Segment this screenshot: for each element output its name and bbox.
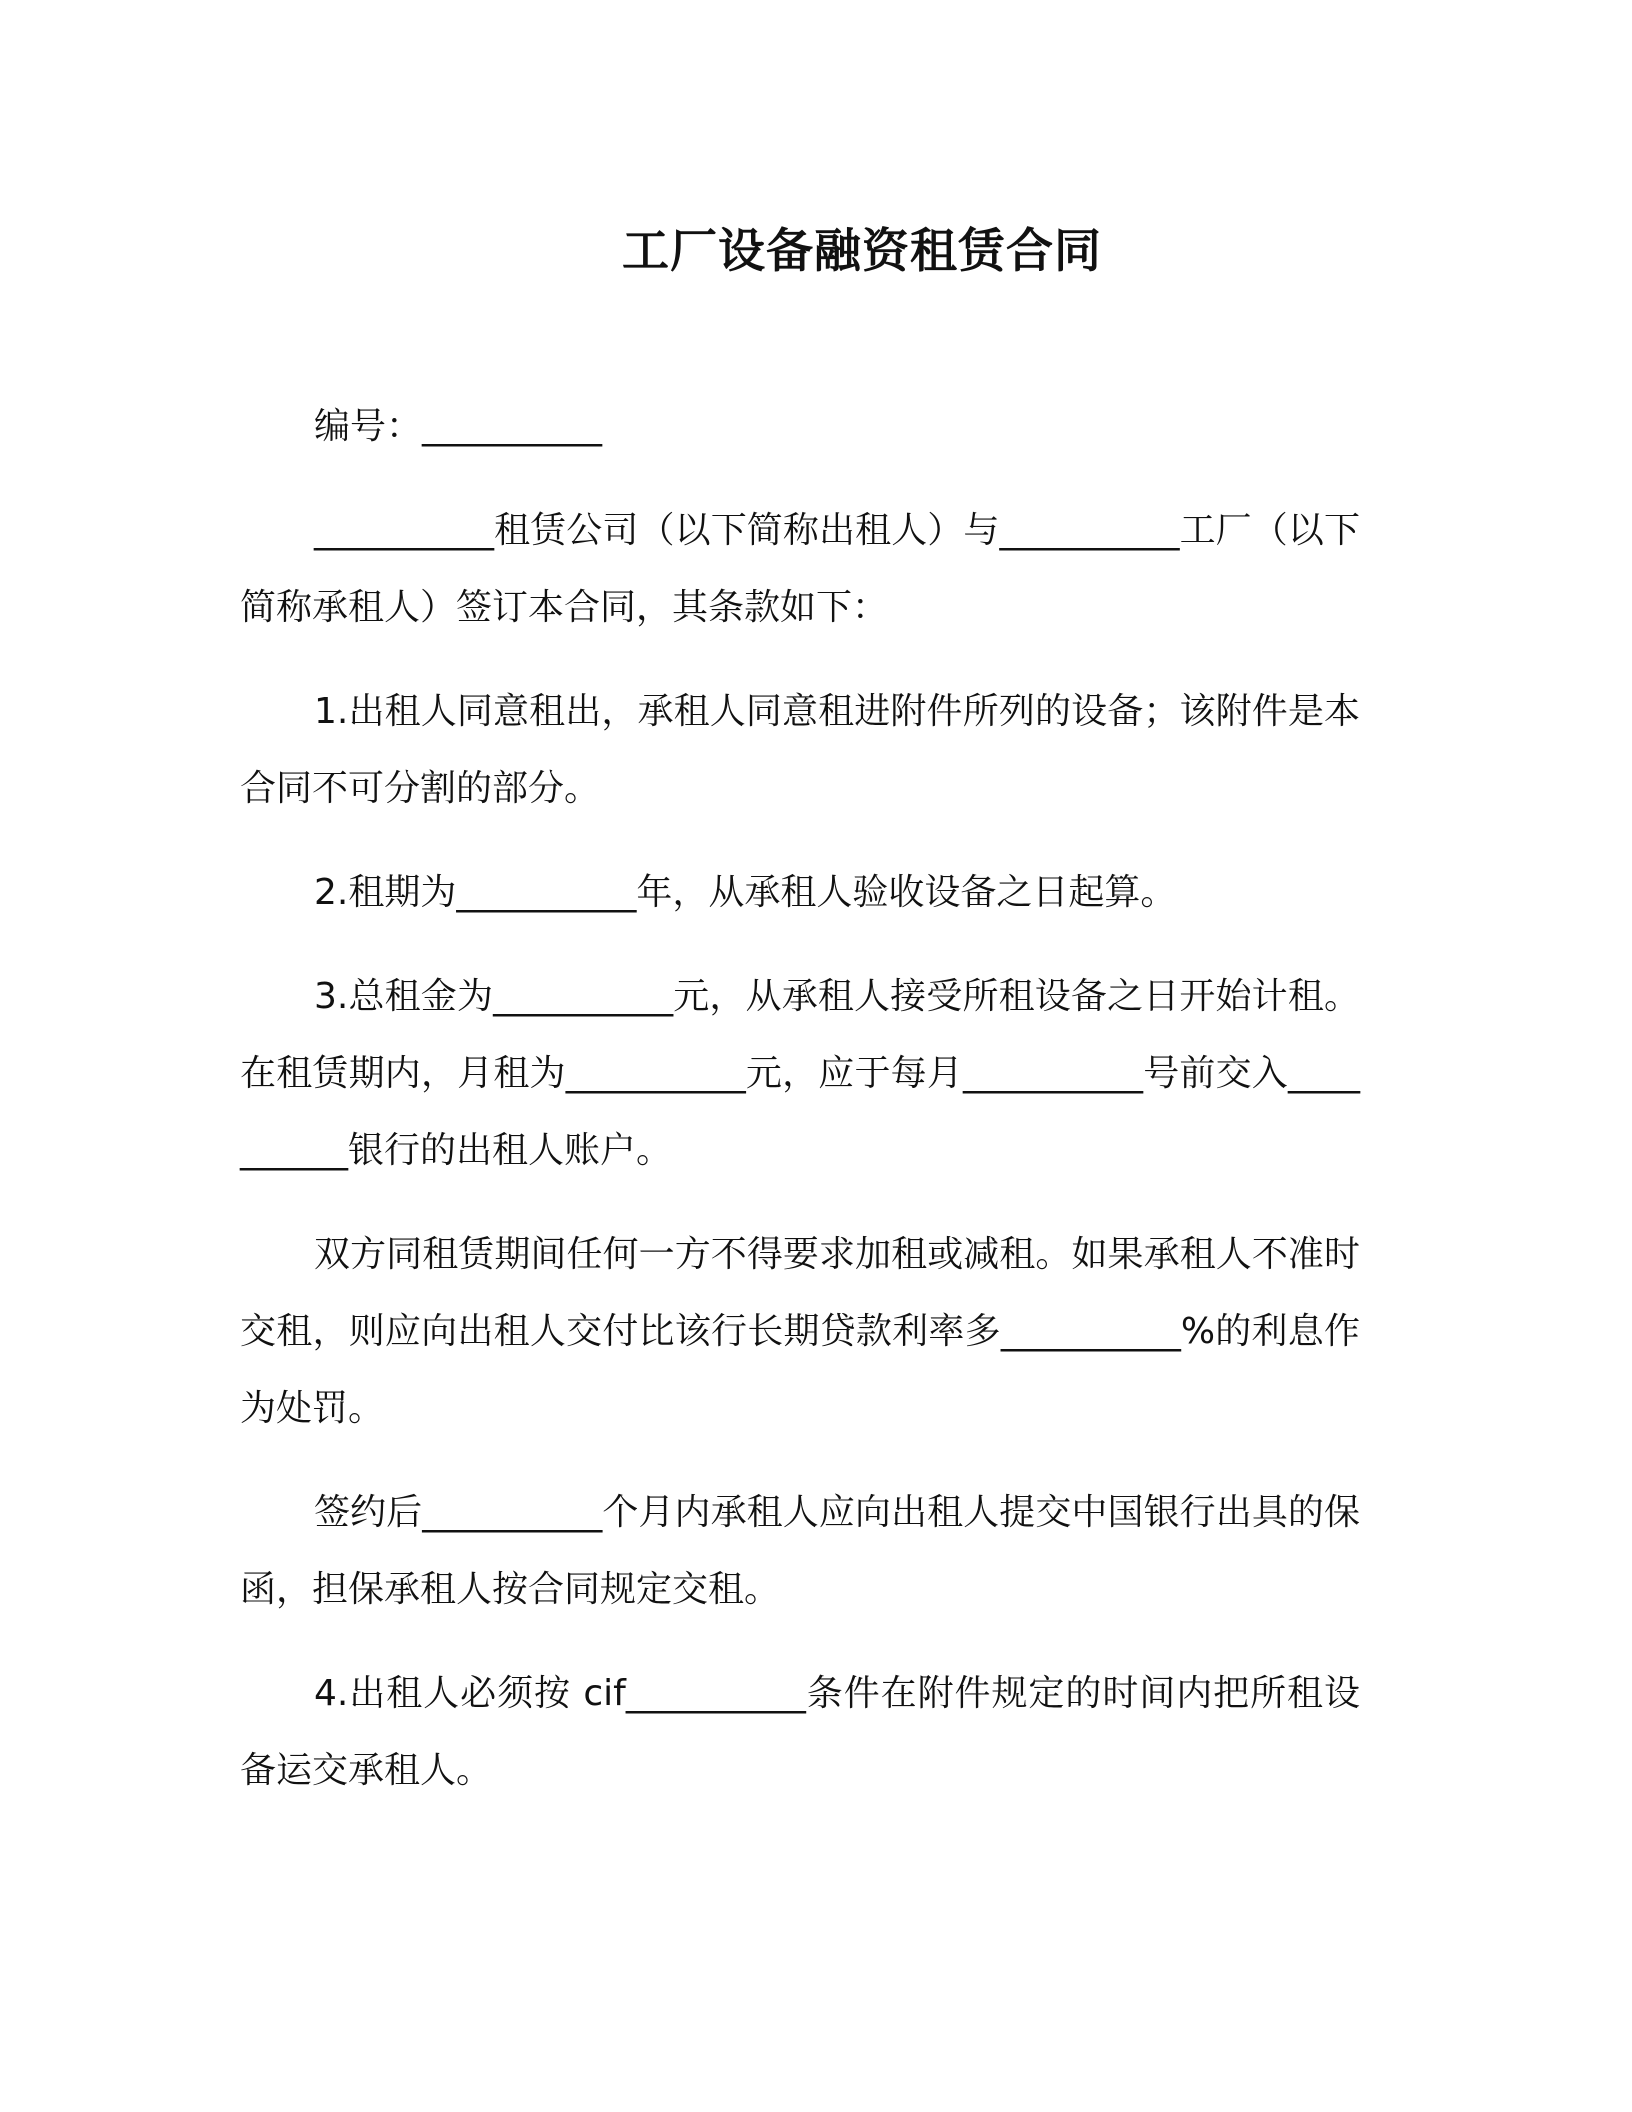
document-title: 工厂设备融资租赁合同: [622, 224, 1102, 279]
clause-2: 2.租期为__________年，从承租人验收设备之日起算。: [314, 872, 1177, 913]
guarantee-paragraph: 签约后__________个月内承租人应向出租人提交中国银行出具的保函，担保承租人按合同规定交租。: [240, 1492, 1360, 1610]
parties-paragraph: __________租赁公司（以下简称出租人）与__________工厂（以下简称承租人）签订本合同，其条款如下：: [240, 510, 1360, 628]
contract-number: 编号：__________: [314, 406, 603, 447]
document-body: [240, 388, 1360, 1836]
clause-3: 3.总租金为__________元，从承租人接受所租设备之日开始计租。在租赁期内，月租为__________元，应于每月__________号前交入__________银行的出租人账户。: [240, 976, 1360, 1171]
rent-adjustment-paragraph: 双方同租赁期间任何一方不得要求加租或减租。如果承租人不准时交租，则应向出租人交付比该行长期贷款利率多__________%的利息作为处罚。: [240, 1234, 1360, 1429]
clause-4: 4.出租人必须按 cif__________条件在附件规定的时间内把所租设备运交承租人。: [240, 1673, 1360, 1791]
clause-1: 1.出租人同意租出，承租人同意租进附件所列的设备；该附件是本合同不可分割的部分。: [240, 691, 1360, 809]
